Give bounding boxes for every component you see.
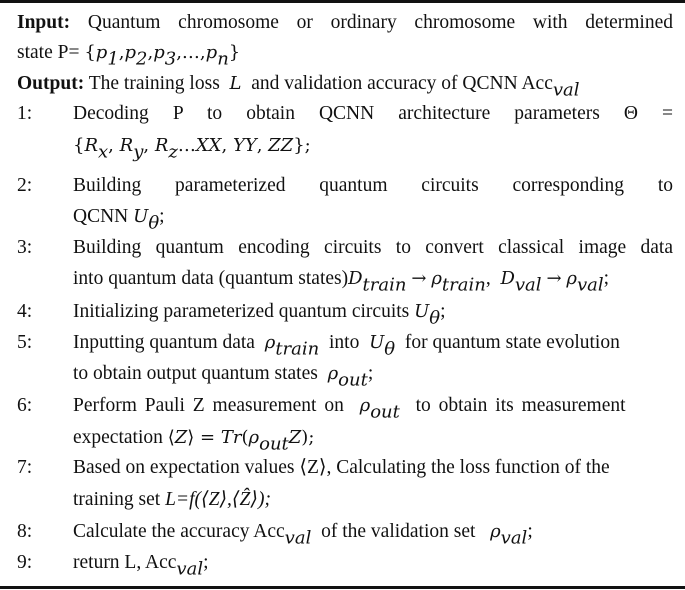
step-7-line-1 <box>0 452 685 483</box>
theta-set: {$R_x$, $R_y$, $R_z\dots XX$, YY, ZZ}; <box>73 135 311 163</box>
output-L: L <box>229 73 242 94</box>
step-text: QCNN <box>73 206 129 227</box>
step-text: expectation <box>73 427 163 448</box>
step-text: Building parameterized quantum circuits corresponding to <box>73 175 673 196</box>
step-number: 1: <box>17 103 33 124</box>
step-1-line-1 <box>0 98 685 129</box>
step-number: 9: <box>17 552 33 573</box>
step-3-line-1 <box>0 232 685 263</box>
val-subscript: val <box>552 79 580 101</box>
step-1-line-2 <box>0 130 685 161</box>
step-2-line-1 <box>0 170 685 201</box>
output-line <box>0 68 685 99</box>
step-text: Calculate the accuracy Acc <box>73 521 285 542</box>
step-2-line-2: QCNN $U_\theta$; <box>73 206 165 234</box>
output-text-b: and validation accuracy of QCNN Acc <box>251 73 553 94</box>
input-state-text: state P= <box>17 42 80 63</box>
math-U: U <box>133 206 149 227</box>
step-text: Based on expectation values ⟨Z⟩, Calculating the loss function of the <box>73 457 610 478</box>
top-rule <box>0 0 685 3</box>
math-theta: θ <box>148 212 160 234</box>
step-number: 5: <box>17 332 33 353</box>
loss-formula: L=f(⟨Z⟩,⟨Ẑ⟩); <box>165 489 271 510</box>
step-number: 8: <box>17 521 33 542</box>
step-number: 7: <box>17 457 33 478</box>
input-label: Input: <box>17 12 71 33</box>
step-number: 6: <box>17 395 33 416</box>
step-text: Building quantum encoding circuits to convert classical image data <box>73 237 673 258</box>
input-line-2 <box>0 37 685 68</box>
step-9-line-1: 9: return L, Acc$_{val}$; <box>0 547 685 578</box>
step-text: into quantum data (quantum states) <box>73 268 349 289</box>
step-text: training set <box>73 489 161 510</box>
step-text: Perform Pauli Z measurement on <box>73 395 344 416</box>
step-text: return L, Acc <box>73 552 177 573</box>
input-line-1 <box>0 7 685 38</box>
step-7-line-2 <box>0 484 685 515</box>
step-6-line-1: 6: Perform Pauli Z measurement on $\rho_{out}$ to obtain its measurement <box>0 390 685 421</box>
step-8-line-1: 8: Calculate the accuracy Acc$_{val}$ of the validation set $\rho_{val}$; <box>0 516 685 547</box>
input-set: $\{p_1,p_2,p_3,\dots,p_n\}$ <box>84 42 241 70</box>
step-5-line-1: 5: Inputting quantum data $\rho_{train}$ into $U_\theta$ for quantum state evolution <box>0 327 685 358</box>
step-text: Decoding P to obtain QCNN architecture parameters Θ = <box>73 103 673 124</box>
step-text: to obtain output quantum states <box>73 363 318 384</box>
output-text-a: The training loss <box>88 73 220 94</box>
step-number: 2: <box>17 175 33 196</box>
step-5-line-2: to obtain output quantum states $\rho_{out}$; <box>73 363 374 391</box>
output-label: Output: <box>17 73 85 94</box>
step-text: Inputting quantum data <box>73 332 255 353</box>
input-text: Quantum chromosome or ordinary chromosome with determined <box>87 12 674 33</box>
step-number: 4: <box>17 301 33 322</box>
step-number: 3: <box>17 237 33 258</box>
bottom-rule <box>0 586 685 589</box>
step-6-line-2: expectation ⟨Z⟩ = $Tr(\rho_{out}Z)$; <box>73 427 315 455</box>
step-3-line-2: into quantum data (quantum $states)D_{train} \to \rho_{train}$, $D_{val} \to \rho_{val}$; <box>73 268 610 296</box>
step-4-line-1: 4: Initializing parameterized quantum circuits $U_\theta$; <box>0 296 685 327</box>
step-text: Initializing parameterized quantum circuits <box>73 301 410 322</box>
